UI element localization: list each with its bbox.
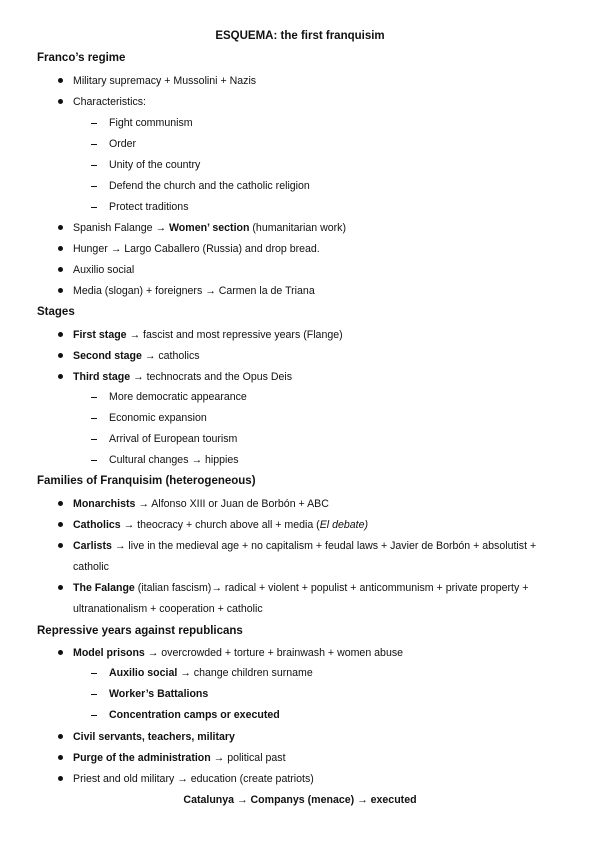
dash-icon	[91, 694, 97, 695]
list-item: Priest and old military → education (create patriots)	[73, 773, 314, 785]
document-title: ESQUEMA: the first franquisim	[215, 30, 385, 42]
list-item-continuation: ultranationalism + cooperation + catholic	[73, 603, 263, 615]
list-item: Media (slogan) + foreigners → Carmen la de Triana	[73, 285, 315, 297]
bullet-icon	[58, 522, 63, 527]
closing-line: Catalunya → Companys (menace) → executed	[183, 794, 417, 806]
section-heading-francos-regime: Franco’s regime	[37, 52, 126, 64]
bullet-icon	[58, 650, 63, 655]
bullet-icon	[58, 246, 63, 251]
list-item: First stage → fascist and most repressive years (Flange)	[73, 329, 343, 341]
list-item: Spanish Falange → Women’ section (humanitarian work)	[73, 222, 347, 234]
bullet-icon	[58, 374, 63, 379]
bullet-icon	[58, 353, 63, 358]
sub-list-item: Auxilio social → change children surname	[109, 667, 313, 679]
section-heading-families: Families of Franquisim (heterogeneous)	[37, 475, 256, 487]
dash-icon	[91, 418, 97, 419]
bullet-icon	[58, 776, 63, 781]
bullet-icon	[58, 267, 63, 272]
dash-icon	[91, 144, 97, 145]
sub-list-item: Worker’s Battalions	[109, 688, 209, 700]
bullet-icon	[58, 585, 63, 590]
dash-icon	[91, 123, 97, 124]
sub-list-item: Defend the church and the catholic religion	[109, 180, 310, 192]
sub-list-item: Protect traditions	[109, 201, 189, 213]
bullet-icon	[58, 78, 63, 83]
list-item: The Falange (italian fascism)→ radical + violent + populist + anticommunism + private property +	[73, 582, 529, 594]
sub-list-item: Arrival of European tourism	[109, 433, 238, 445]
section-heading-stages: Stages	[37, 306, 75, 318]
dash-icon	[91, 186, 97, 187]
sub-list-item: Fight communism	[109, 117, 193, 129]
bullet-icon	[58, 543, 63, 548]
sub-list-item: Cultural changes → hippies	[109, 454, 239, 466]
list-item: Military supremacy + Mussolini + Nazis	[73, 75, 257, 87]
bullet-icon	[58, 99, 63, 104]
list-item: Third stage → technocrats and the Opus Deis	[73, 371, 293, 383]
list-item: Monarchists → Alfonso XIII or Juan de Borbón + ABC	[73, 498, 329, 510]
bullet-icon	[58, 734, 63, 739]
dash-icon	[91, 715, 97, 716]
bullet-icon	[58, 288, 63, 293]
list-item: Characteristics:	[73, 96, 146, 108]
dash-icon	[91, 165, 97, 166]
bullet-icon	[58, 755, 63, 760]
list-item: Carlists → live in the medieval age + no capitalism + feudal laws + Javier de Borbón + absolutist +	[73, 540, 537, 552]
dash-icon	[91, 673, 97, 674]
list-item: Second stage → catholics	[73, 350, 200, 362]
list-item: Hunger → Largo Caballero (Russia) and drop bread.	[73, 243, 320, 255]
dash-icon	[91, 207, 97, 208]
list-item: Civil servants, teachers, military	[73, 731, 235, 743]
bullet-icon	[58, 332, 63, 337]
list-item-continuation: catholic	[73, 561, 109, 573]
list-item: Model prisons → overcrowded + torture + brainwash + women abuse	[73, 647, 404, 659]
bullet-icon	[58, 501, 63, 506]
section-heading-repressive-years: Repressive years against republicans	[37, 625, 243, 637]
sub-list-item: Unity of the country	[109, 159, 201, 171]
sub-list-item: Order	[109, 138, 137, 150]
sub-list-item: Concentration camps or executed	[109, 709, 280, 721]
dash-icon	[91, 397, 97, 398]
sub-list-item: More democratic appearance	[109, 391, 247, 403]
list-item: Catholics → theocracy + church above all + media (El debate)	[73, 519, 369, 531]
bullet-icon	[58, 225, 63, 230]
list-item: Purge of the administration → political past	[73, 752, 286, 764]
sub-list-item: Economic expansion	[109, 412, 207, 424]
dash-icon	[91, 439, 97, 440]
dash-icon	[91, 460, 97, 461]
list-item: Auxilio social	[73, 264, 135, 276]
